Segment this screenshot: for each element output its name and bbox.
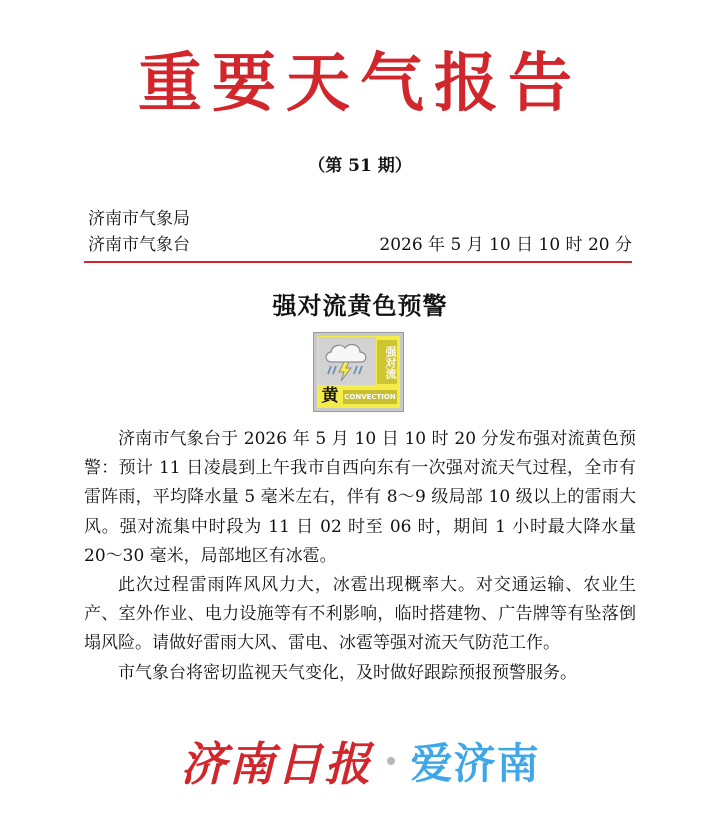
issuer-bureau: 济南市气象局 bbox=[88, 209, 190, 229]
thunderstorm-icon bbox=[317, 336, 377, 386]
ai-jinan-logo: 爱济南 bbox=[410, 739, 540, 788]
signal-level-char: 黄 bbox=[321, 386, 339, 406]
body-paragraph-forecast: 济南市气象台于 2026 年 5 月 10 日 10 时 20 分发布强对流黄色预警：预计 11 日凌晨到上午我市自西向东有一次强对流天气过程，全市有雷阵雨，平均降水量 5 毫米左右，伴有 8～9 级局部 10 级以上的雷雨大风。强对流集中时段为 11 日 02 时至 06 时，期间 1 小时最大降水量 20～30 毫米，局部地区有冰雹。 bbox=[84, 429, 636, 566]
report-masthead: 重要天气报告 bbox=[138, 46, 582, 121]
issue-number: （第 51 期） bbox=[308, 156, 412, 176]
body-paragraph-impact: 此次过程雷雨阵风风力大，冰雹出现概率大。对交通运输、农业生产、室外作业、电力设施等有不利影响，临时搭建物、广告牌等有坠落倒塌风险。请做好雷雨大风、雷电、冰雹等强对流天气防范工作。 bbox=[84, 575, 636, 654]
warning-signal-badge bbox=[313, 332, 404, 412]
header-divider bbox=[84, 261, 632, 263]
warning-body bbox=[84, 425, 636, 688]
issuer-observatory: 济南市气象台 bbox=[88, 235, 190, 255]
footer-watermark bbox=[0, 728, 720, 798]
signal-type-label: 强对流 bbox=[377, 340, 397, 384]
signal-english-label: CONVECTION bbox=[343, 390, 397, 404]
body-paragraph-service: 市气象台将密切监视天气变化，及时做好跟踪预报预警服务。 bbox=[118, 662, 577, 683]
warning-signal-panel bbox=[317, 336, 400, 408]
issue-datetime: 2026 年 5 月 10 日 10 时 20 分 bbox=[379, 235, 632, 255]
logo-separator-dot bbox=[387, 757, 395, 765]
jinan-daily-logo: 济南日报 bbox=[180, 737, 373, 791]
warning-title: 强对流黄色预警 bbox=[272, 291, 448, 320]
